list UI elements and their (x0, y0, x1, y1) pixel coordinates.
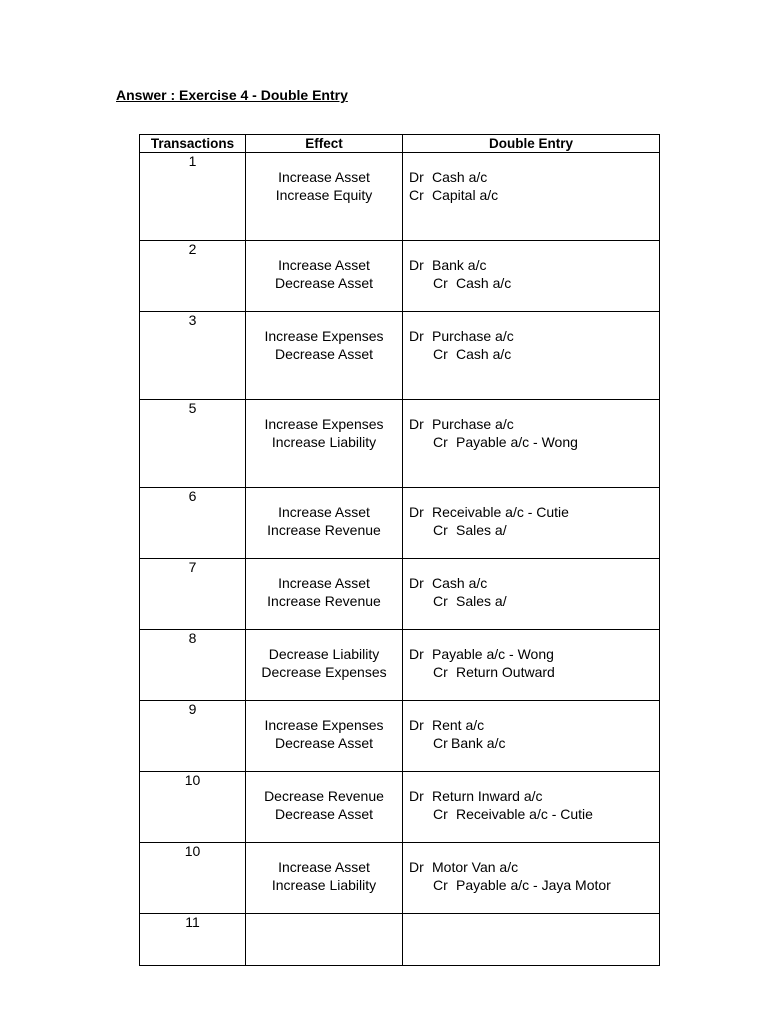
double-entry-cell (403, 241, 660, 312)
effect-cell (246, 772, 403, 843)
credit-label: Cr (433, 877, 448, 893)
credit-line (409, 345, 659, 363)
debit-line (409, 929, 659, 947)
credit-label: Cr (433, 735, 448, 751)
transaction-number: 7 (140, 559, 246, 630)
debit-line (409, 716, 659, 734)
effect-line-1: Increase Asset (278, 504, 370, 520)
debit-line (409, 256, 659, 274)
debit-label: Dr (409, 575, 424, 591)
debit-account: Purchase a/c (432, 416, 514, 432)
debit-account: Return Inward a/c (432, 788, 543, 804)
credit-line (409, 663, 659, 681)
transaction-number: 3 (140, 312, 246, 400)
effect-line-2: Decrease Asset (274, 346, 374, 362)
table-row (140, 400, 660, 488)
debit-label: Dr (409, 416, 424, 432)
credit-line (409, 186, 659, 204)
effect-line-2: Increase Liability (271, 434, 377, 450)
effect-line-1: Increase Asset (278, 575, 370, 591)
table-row (140, 914, 660, 966)
debit-label: Dr (409, 169, 424, 185)
debit-account: Bank a/c (432, 257, 487, 273)
debit-line (409, 327, 659, 345)
debit-label: Dr (409, 717, 424, 733)
transaction-number: 8 (140, 630, 246, 701)
effect-line-1: Increase Asset (278, 169, 370, 185)
effect-line-1: Increase Expenses (264, 416, 384, 432)
credit-line (409, 734, 659, 752)
effect-line-2: Increase Revenue (267, 593, 381, 609)
double-entry-cell (403, 630, 660, 701)
transaction-number: 1 (140, 153, 246, 241)
effect-line-2: Decrease Asset (274, 275, 374, 291)
credit-account: Return Outward (456, 664, 555, 680)
debit-line (409, 858, 659, 876)
credit-account: Capital a/c (432, 187, 499, 203)
debit-label: Dr (409, 257, 424, 273)
effect-line-1: Decrease Liability (268, 646, 380, 662)
effect-line-2: Decrease Asset (274, 735, 374, 751)
credit-label: Cr (433, 664, 448, 680)
table-row (140, 701, 660, 772)
debit-line (409, 503, 659, 521)
double-entry-cell (403, 914, 660, 966)
debit-account: Receivable a/c - Cutie (432, 504, 569, 520)
credit-label: Cr (433, 346, 448, 362)
effect-cell (246, 153, 403, 241)
effect-line-1: Increase Asset (278, 859, 370, 875)
transaction-number: 6 (140, 488, 246, 559)
debit-label: Dr (409, 504, 424, 520)
debit-line (409, 645, 659, 663)
credit-label: Cr (409, 187, 424, 203)
table-row (140, 630, 660, 701)
transaction-number: 2 (140, 241, 246, 312)
transaction-number: 11 (140, 914, 246, 966)
effect-line-1: Increase Asset (278, 257, 370, 273)
effect-cell (246, 559, 403, 630)
credit-account: Cash a/c (456, 275, 512, 291)
effect-line-2: Increase Revenue (267, 522, 381, 538)
effect-cell (246, 400, 403, 488)
table-row (140, 772, 660, 843)
effect-cell (246, 241, 403, 312)
effect-cell (246, 630, 403, 701)
double-entry-cell (403, 488, 660, 559)
table-row (140, 488, 660, 559)
header-double-entry: Double Entry (403, 135, 660, 153)
effect-cell (246, 488, 403, 559)
table-row (140, 241, 660, 312)
double-entry-table (139, 134, 660, 966)
table-row (140, 153, 660, 241)
transaction-number: 10 (140, 772, 246, 843)
debit-line (409, 415, 659, 433)
credit-line (409, 274, 659, 292)
credit-account: Receivable a/c - Cutie (456, 806, 593, 822)
debit-account: Motor Van a/c (432, 859, 519, 875)
header-effect: Effect (246, 135, 403, 153)
debit-label: Dr (409, 859, 424, 875)
debit-account: Payable a/c - Wong (432, 646, 554, 662)
table-header-row (140, 135, 660, 153)
table-body (140, 153, 660, 966)
double-entry-cell (403, 400, 660, 488)
double-entry-cell (403, 312, 660, 400)
debit-label: Dr (409, 328, 424, 344)
table-row (140, 843, 660, 914)
header-transactions: Transactions (140, 135, 246, 153)
credit-label: Cr (433, 522, 448, 538)
debit-line (409, 168, 659, 186)
credit-label: Cr (433, 806, 448, 822)
transaction-number: 5 (140, 400, 246, 488)
effect-cell (246, 914, 403, 966)
transaction-number: 9 (140, 701, 246, 772)
credit-line (409, 433, 659, 451)
credit-label: Cr (433, 275, 448, 291)
credit-account: Bank a/c (451, 735, 506, 751)
double-entry-cell (403, 153, 660, 241)
debit-line (409, 787, 659, 805)
transaction-number: 10 (140, 843, 246, 914)
effect-cell (246, 312, 403, 400)
credit-line (409, 805, 659, 823)
double-entry-cell (403, 843, 660, 914)
double-entry-cell (403, 701, 660, 772)
effect-cell (246, 843, 403, 914)
effect-cell (246, 701, 403, 772)
effect-line-2: Increase Equity (275, 187, 373, 203)
table-row (140, 559, 660, 630)
debit-account: Purchase a/c (432, 328, 514, 344)
credit-line (409, 947, 659, 965)
credit-account: Cash a/c (456, 346, 512, 362)
effect-line-2: Decrease Expenses (261, 664, 387, 680)
document-title: Answer : Exercise 4 - Double Entry (116, 87, 348, 103)
double-entry-cell (403, 772, 660, 843)
debit-account: Cash a/c (432, 575, 488, 591)
effect-line-1: Decrease Revenue (264, 788, 384, 804)
credit-line (409, 876, 659, 894)
double-entry-cell (403, 559, 660, 630)
credit-line (409, 592, 659, 610)
effect-line-1: Increase Expenses (264, 328, 384, 344)
effect-line-2: Increase Liability (271, 877, 377, 893)
debit-account: Rent a/c (432, 717, 485, 733)
credit-label: Cr (433, 593, 448, 609)
debit-label: Dr (409, 646, 424, 662)
table-row (140, 312, 660, 400)
credit-account: Sales a/ (456, 522, 507, 538)
debit-account: Cash a/c (432, 169, 488, 185)
credit-account: Sales a/ (456, 593, 507, 609)
effect-line-1: Increase Expenses (264, 717, 384, 733)
credit-account: Payable a/c - Wong (456, 434, 578, 450)
effect-line-2: Decrease Asset (274, 806, 374, 822)
credit-account: Payable a/c - Jaya Motor (456, 877, 611, 893)
debit-line (409, 574, 659, 592)
debit-label: Dr (409, 788, 424, 804)
credit-line (409, 521, 659, 539)
credit-label: Cr (433, 434, 448, 450)
